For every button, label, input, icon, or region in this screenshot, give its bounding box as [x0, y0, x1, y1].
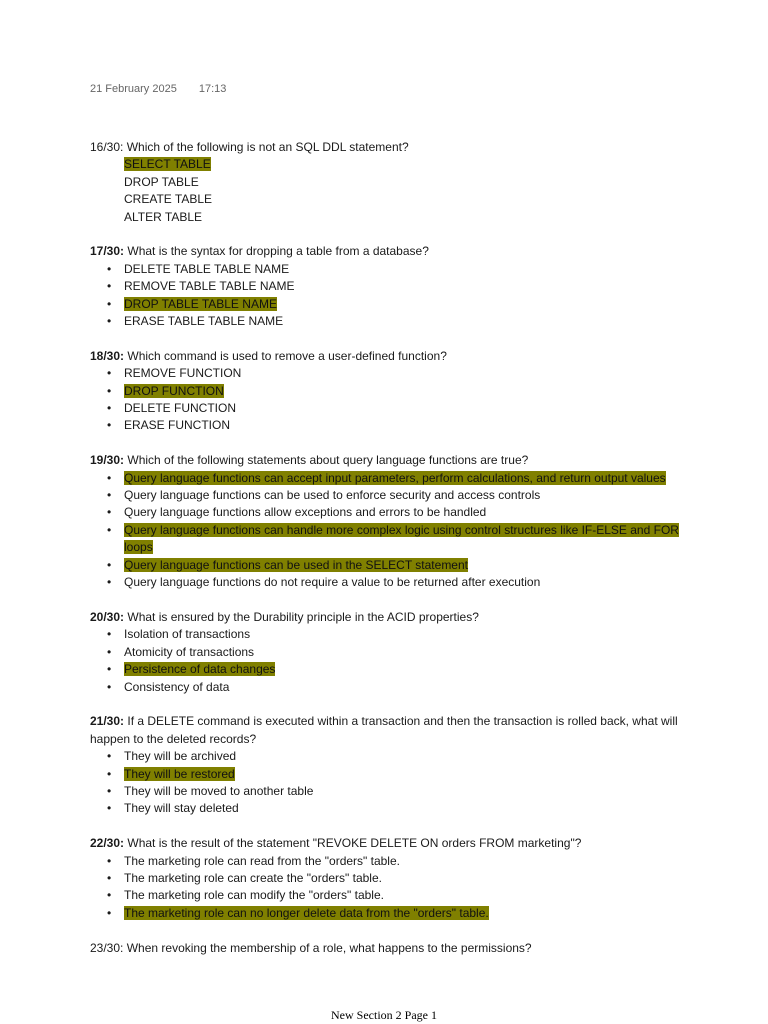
question-text: 20/30: What is ensured by the Durability principle in the ACID properties?	[90, 609, 479, 624]
question-text: 19/30: Which of the following statements about query language functions are true?	[90, 453, 529, 468]
option-item	[124, 470, 690, 487]
option-list	[90, 156, 690, 226]
option-item: • They will be moved to another table	[124, 783, 690, 800]
note-time: 17:13	[198, 83, 227, 95]
option-item: • They will be archived	[124, 748, 690, 765]
selected-answer: DROP FUNCTION	[124, 383, 224, 398]
question-20	[90, 609, 690, 696]
question-21	[90, 713, 690, 817]
question-number: 16/30:	[90, 140, 124, 154]
question-text: 21/30: If a DELETE command is executed within a transaction and then the transaction is rolled back, what will happen to the deleted records?	[90, 714, 678, 746]
option-item	[124, 661, 690, 678]
question-text: 22/30: What is the result of the statement "REVOKE DELETE ON orders FROM marketing"?	[90, 836, 582, 851]
question-19	[90, 452, 690, 591]
question-17	[90, 243, 690, 330]
option-item	[124, 296, 690, 313]
option-item: • The marketing role can read from the "orders" table.	[124, 853, 690, 870]
option-item: • They will stay deleted	[124, 800, 690, 817]
question-text: 17/30: What is the syntax for dropping a table from a database?	[90, 244, 429, 259]
option-item: • DELETE TABLE TABLE NAME	[124, 261, 690, 278]
question-number: 20/30:	[90, 609, 125, 624]
option-item: • ERASE FUNCTION	[124, 417, 690, 434]
selected-answer: Query language functions can accept input parameters, perform calculations, and return output values	[124, 470, 666, 485]
option-item	[124, 905, 690, 922]
selected-answer: Persistence of data changes	[124, 662, 276, 677]
question-number: 17/30:	[90, 244, 125, 259]
option-item: • Query language functions allow exceptions and errors to be handled	[124, 504, 690, 521]
option-list	[90, 365, 690, 435]
selected-answer: DROP TABLE TABLE NAME	[124, 296, 277, 311]
option-list	[90, 626, 690, 696]
option-item	[124, 557, 690, 574]
question-text: 16/30: Which of the following is not an SQL DDL statement?	[90, 140, 409, 154]
option-list	[90, 748, 690, 818]
option-item: DROP TABLE	[124, 174, 199, 189]
option-item: • Consistency of data	[124, 679, 690, 696]
selected-answer: Query language functions can handle more complex logic using control structures like IF-ELSE and FOR loops	[124, 522, 679, 555]
note-date: 21 February 2025	[90, 83, 177, 95]
selected-answer: The marketing role can no longer delete data from the "orders" table.	[124, 905, 489, 920]
option-item	[124, 383, 690, 400]
option-item: • DELETE FUNCTION	[124, 400, 690, 417]
question-text: 23/30: When revoking the membership of a role, what happens to the permissions?	[90, 940, 532, 955]
option-item: • Atomicity of transactions	[124, 644, 690, 661]
option-item: CREATE TABLE	[124, 192, 213, 207]
note-content	[90, 139, 690, 974]
question-22	[90, 835, 690, 922]
option-item: • Query language functions can be used to enforce security and access controls	[124, 487, 690, 504]
option-item: • The marketing role can modify the "orders" table.	[124, 887, 690, 904]
question-text: 18/30: Which command is used to remove a user-defined function?	[90, 348, 447, 363]
page-footer: New Section 2 Page 1	[331, 1008, 437, 1022]
question-number: 22/30:	[90, 836, 125, 851]
question-23	[90, 940, 690, 957]
selected-answer: SELECT TABLE	[124, 157, 211, 172]
selected-answer: Query language functions can be used in the SELECT statement	[124, 557, 468, 572]
option-item: • Query language functions do not require a value to be returned after execution	[124, 574, 690, 591]
question-number: 18/30:	[90, 348, 125, 363]
option-item	[124, 156, 690, 173]
option-item: • REMOVE FUNCTION	[124, 365, 690, 382]
option-item: • ERASE TABLE TABLE NAME	[124, 313, 690, 330]
option-list	[90, 261, 690, 331]
question-number: 19/30:	[90, 453, 125, 468]
selected-answer: They will be restored	[124, 766, 235, 781]
question-18	[90, 348, 690, 435]
option-item: • REMOVE TABLE TABLE NAME	[124, 278, 690, 295]
option-list	[90, 853, 690, 923]
note-datetime	[90, 83, 226, 95]
option-item	[124, 766, 690, 783]
option-item	[124, 522, 690, 557]
option-list	[90, 470, 690, 592]
option-item: ALTER TABLE	[124, 209, 203, 224]
question-number: 21/30:	[90, 714, 125, 729]
question-16	[90, 139, 690, 226]
question-number: 23/30:	[90, 940, 124, 955]
option-item: • Isolation of transactions	[124, 626, 690, 643]
option-item: • The marketing role can create the "orders" table.	[124, 870, 690, 887]
